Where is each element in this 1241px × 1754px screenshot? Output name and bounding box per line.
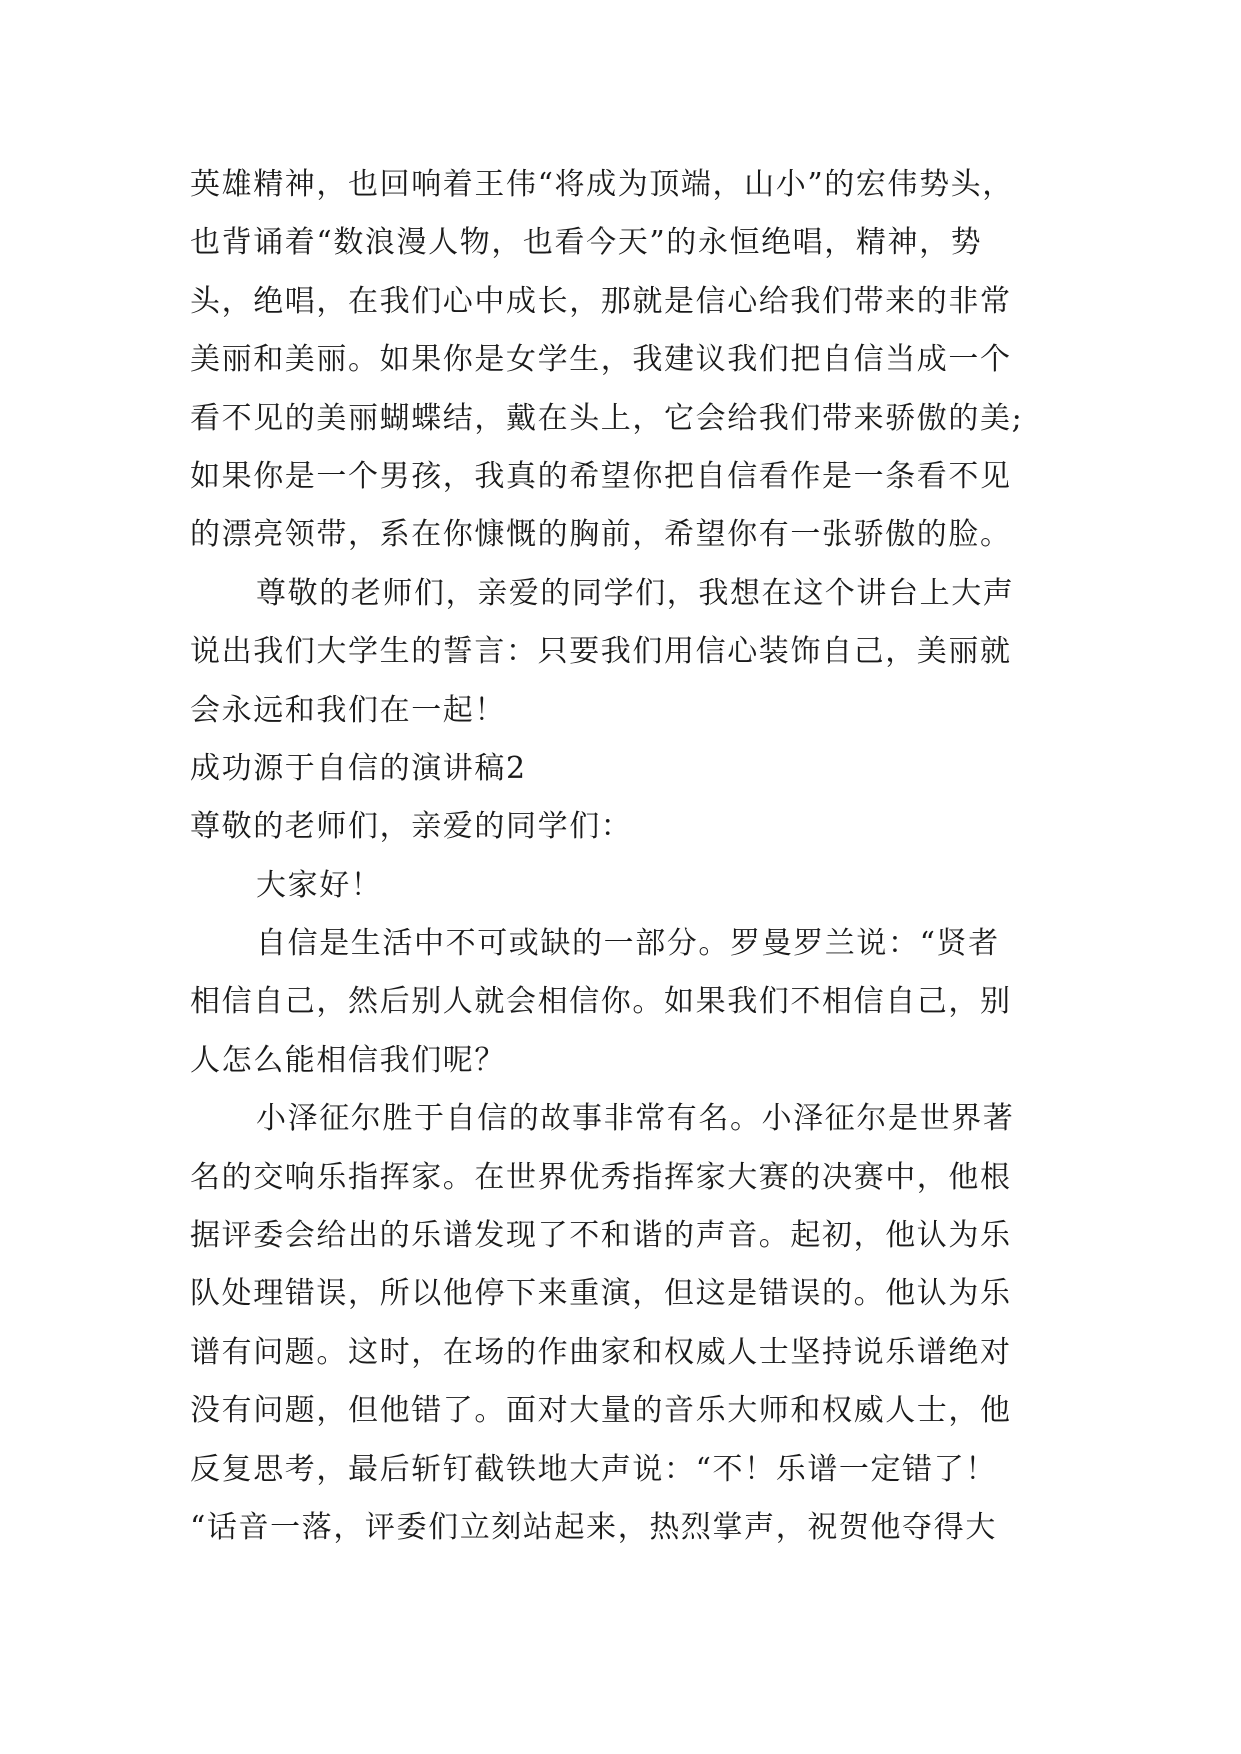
body-line: 名的交响乐指挥家。在世界优秀指挥家大赛的决赛中，他根 (190, 1159, 1012, 1195)
body-line: 队处理错误，所以他停下来重演，但这是错误的。他认为乐 (190, 1276, 1012, 1312)
document-body (190, 156, 1070, 1557)
body-line: 人怎么能相信我们呢？ (190, 1042, 506, 1078)
body-line: 的漂亮领带，系在你慷慨的胸前，希望你有一张骄傲的脸。 (190, 517, 1012, 553)
body-line: 英雄精神，也回响着王伟“将成为顶端，山小”的宏伟势头， (190, 167, 1014, 202)
body-line: 相信自己，然后别人就会相信你。如果我们不相信自己，别 (190, 984, 1012, 1020)
paragraph-start-line: 小泽征尔胜于自信的故事非常有名。小泽征尔是世界著 (256, 1101, 1015, 1137)
body-line: 也背诵着“数浪漫人物，也看今天”的永恒绝唱，精神，势 (190, 225, 983, 261)
body-line: 头，绝唱，在我们心中成长，那就是信心给我们带来的非常 (190, 283, 1012, 319)
section-title: 成功源于自信的演讲稿2 (190, 750, 527, 786)
salutation: 尊敬的老师们，亲爱的同学们： (190, 809, 633, 845)
body-line: 反复思考，最后斩钉截铁地大声说：“不！乐谱一定错了！ (190, 1451, 997, 1487)
body-line: 据评委会给出的乐谱发现了不和谐的声音。起初，他认为乐 (190, 1218, 1012, 1254)
body-line: 如果你是一个男孩，我真的希望你把自信看作是一条看不见 (190, 458, 1012, 494)
body-line: 说出我们大学生的誓言：只要我们用信心装饰自己，美丽就 (190, 634, 1012, 670)
body-line: 美丽和美丽。如果你是女学生，我建议我们把自信当成一个 (190, 342, 1012, 378)
body-line: 没有问题，但他错了。面对大量的音乐大师和权威人士，他 (190, 1393, 1012, 1429)
body-line: 看不见的美丽蝴蝶结，戴在头上，它会给我们带来骄傲的美; (190, 400, 1024, 436)
paragraph-start-line: 自信是生活中不可或缺的一部分。罗曼罗兰说：“贤者 (256, 926, 1000, 962)
body-line: “话音一落，评委们立刻站起来，热烈掌声，祝贺他夺得大 (190, 1509, 997, 1545)
body-line: 会永远和我们在一起！ (190, 692, 506, 728)
paragraph-start-line: 尊敬的老师们，亲爱的同学们，我想在这个讲台上大声 (256, 575, 1015, 611)
body-line: 谱有问题。这时，在场的作曲家和权威人士坚持说乐谱绝对 (190, 1334, 1012, 1370)
greeting: 大家好！ (256, 867, 383, 903)
